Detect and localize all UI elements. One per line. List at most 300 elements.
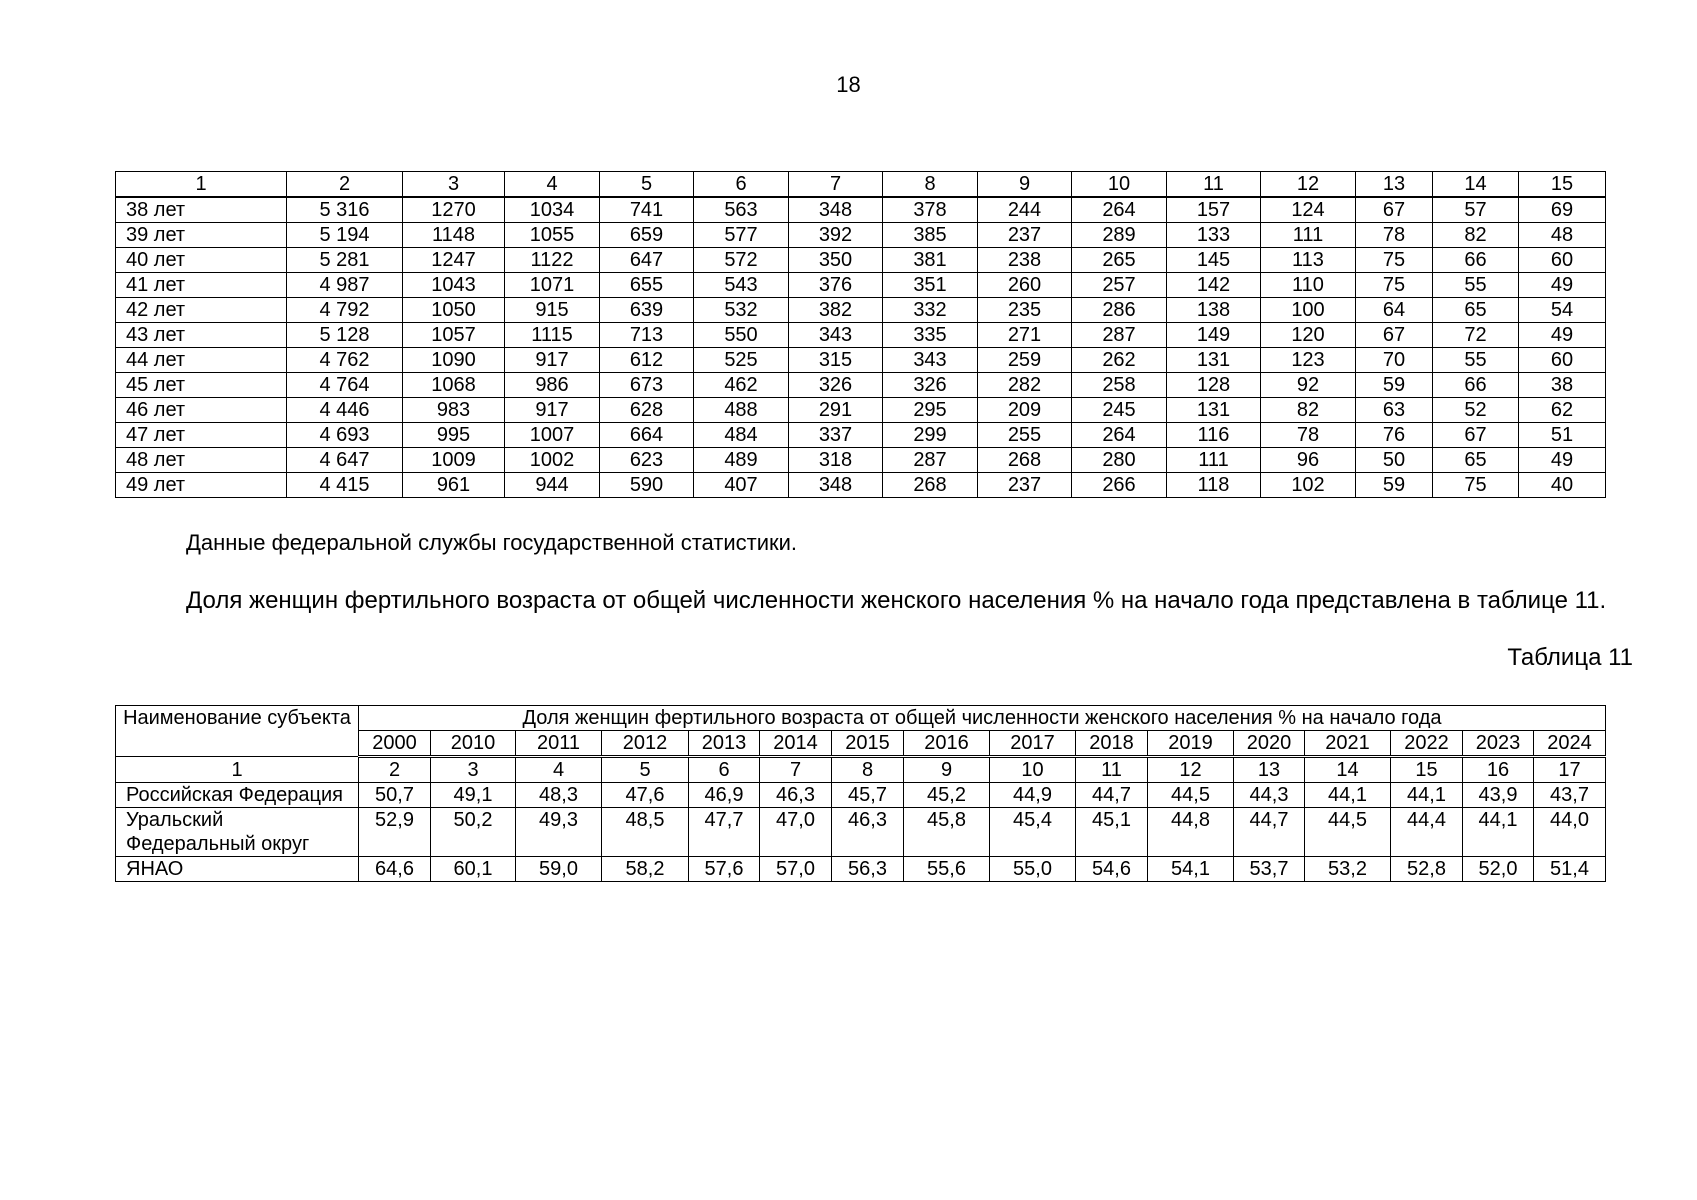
fertile-age-share-table [115, 705, 1606, 882]
column-number-cell: 2 [287, 172, 403, 198]
column-number-cell: 15 [1519, 172, 1606, 198]
age-cell: 39 лет [116, 223, 287, 248]
value-cell: 133 [1167, 223, 1261, 248]
value-cell: 1057 [403, 323, 505, 348]
value-cell: 46,9 [689, 783, 760, 808]
value-cell: 48,5 [602, 808, 689, 857]
value-cell: 92 [1261, 373, 1356, 398]
year-cell: 2024 [1534, 731, 1606, 757]
value-cell: 70 [1356, 348, 1433, 373]
value-cell: 51 [1519, 423, 1606, 448]
value-cell: 44,9 [990, 783, 1076, 808]
value-cell: 57 [1433, 197, 1519, 223]
value-cell: 265 [1072, 248, 1167, 273]
table-row [116, 473, 1606, 498]
value-cell: 111 [1261, 223, 1356, 248]
value-cell: 131 [1167, 348, 1261, 373]
value-cell: 124 [1261, 197, 1356, 223]
value-cell: 43,9 [1463, 783, 1534, 808]
value-cell: 4 415 [287, 473, 403, 498]
value-cell: 64,6 [359, 857, 431, 882]
year-cell: 2022 [1391, 731, 1463, 757]
value-cell: 44,5 [1305, 808, 1391, 857]
value-cell: 4 693 [287, 423, 403, 448]
age-cell: 44 лет [116, 348, 287, 373]
value-cell: 1148 [403, 223, 505, 248]
value-cell: 50 [1356, 448, 1433, 473]
table-row [116, 857, 1606, 882]
column-number-cell: 8 [883, 172, 978, 198]
value-cell: 1090 [403, 348, 505, 373]
year-cell: 2014 [760, 731, 832, 757]
value-cell: 255 [978, 423, 1072, 448]
value-cell: 315 [789, 348, 883, 373]
value-cell: 623 [600, 448, 694, 473]
value-cell: 257 [1072, 273, 1167, 298]
year-cell: 2019 [1148, 731, 1234, 757]
value-cell: 57,6 [689, 857, 760, 882]
value-cell: 350 [789, 248, 883, 273]
year-cell: 2010 [431, 731, 516, 757]
age-cell: 45 лет [116, 373, 287, 398]
value-cell: 532 [694, 298, 789, 323]
value-cell: 67 [1356, 323, 1433, 348]
value-cell: 4 792 [287, 298, 403, 323]
value-cell: 45,8 [904, 808, 990, 857]
value-cell: 673 [600, 373, 694, 398]
value-cell: 647 [600, 248, 694, 273]
value-cell: 49,1 [431, 783, 516, 808]
value-cell: 62 [1519, 398, 1606, 423]
value-cell: 45,2 [904, 783, 990, 808]
value-cell: 260 [978, 273, 1072, 298]
value-cell: 259 [978, 348, 1072, 373]
value-cell: 44,7 [1234, 808, 1305, 857]
age-cell: 47 лет [116, 423, 287, 448]
value-cell: 102 [1261, 473, 1356, 498]
value-cell: 238 [978, 248, 1072, 273]
table-row [116, 373, 1606, 398]
value-cell: 235 [978, 298, 1072, 323]
value-cell: 66 [1433, 248, 1519, 273]
table-row [116, 398, 1606, 423]
value-cell: 4 762 [287, 348, 403, 373]
column-number-cell: 7 [789, 172, 883, 198]
table-row [116, 223, 1606, 248]
value-cell: 67 [1433, 423, 1519, 448]
value-cell: 110 [1261, 273, 1356, 298]
value-cell: 64 [1356, 298, 1433, 323]
value-cell: 49 [1519, 323, 1606, 348]
value-cell: 639 [600, 298, 694, 323]
value-cell: 489 [694, 448, 789, 473]
value-cell: 1007 [505, 423, 600, 448]
value-cell: 65 [1433, 298, 1519, 323]
value-cell: 44,1 [1391, 783, 1463, 808]
table-caption: Таблица 11 [1507, 644, 1633, 671]
value-cell: 51,4 [1534, 857, 1606, 882]
subject-header: Наименование субъекта [116, 706, 359, 757]
value-cell: 49,3 [516, 808, 602, 857]
value-cell: 543 [694, 273, 789, 298]
age-cell: 46 лет [116, 398, 287, 423]
value-cell: 983 [403, 398, 505, 423]
age-cell: 48 лет [116, 448, 287, 473]
age-cell: 42 лет [116, 298, 287, 323]
value-cell: 237 [978, 473, 1072, 498]
column-number-cell: 3 [431, 757, 516, 783]
age-distribution-table [115, 171, 1606, 498]
column-number-cell: 6 [694, 172, 789, 198]
source-note: Данные федеральной службы государственной статистики. [186, 530, 798, 555]
value-cell: 60 [1519, 348, 1606, 373]
value-cell: 75 [1356, 273, 1433, 298]
value-cell: 572 [694, 248, 789, 273]
year-cell: 2023 [1463, 731, 1534, 757]
value-cell: 961 [403, 473, 505, 498]
value-cell: 286 [1072, 298, 1167, 323]
value-cell: 4 987 [287, 273, 403, 298]
value-cell: 351 [883, 273, 978, 298]
value-cell: 264 [1072, 423, 1167, 448]
value-cell: 713 [600, 323, 694, 348]
value-cell: 44,3 [1234, 783, 1305, 808]
value-cell: 58,2 [602, 857, 689, 882]
value-cell: 1034 [505, 197, 600, 223]
value-cell: 5 316 [287, 197, 403, 223]
value-cell: 54 [1519, 298, 1606, 323]
value-cell: 664 [600, 423, 694, 448]
value-cell: 45,7 [832, 783, 904, 808]
value-cell: 577 [694, 223, 789, 248]
value-cell: 52,0 [1463, 857, 1534, 882]
table-row [116, 323, 1606, 348]
value-cell: 915 [505, 298, 600, 323]
value-cell: 244 [978, 197, 1072, 223]
value-cell: 96 [1261, 448, 1356, 473]
value-cell: 488 [694, 398, 789, 423]
column-number-cell: 11 [1167, 172, 1261, 198]
value-cell: 63 [1356, 398, 1433, 423]
value-cell: 1068 [403, 373, 505, 398]
value-cell: 59,0 [516, 857, 602, 882]
table-row [116, 423, 1606, 448]
value-cell: 59 [1356, 473, 1433, 498]
group-header-row [116, 706, 1606, 731]
value-cell: 348 [789, 197, 883, 223]
column-number-cell: 4 [505, 172, 600, 198]
value-cell: 59 [1356, 373, 1433, 398]
value-cell: 142 [1167, 273, 1261, 298]
value-cell: 118 [1167, 473, 1261, 498]
year-cell: 2000 [359, 731, 431, 757]
table-row [116, 273, 1606, 298]
column-numbers-row [116, 757, 1606, 783]
value-cell: 128 [1167, 373, 1261, 398]
value-cell: 381 [883, 248, 978, 273]
age-cell: 38 лет [116, 197, 287, 223]
value-cell: 287 [1072, 323, 1167, 348]
value-cell: 392 [789, 223, 883, 248]
value-cell: 100 [1261, 298, 1356, 323]
value-cell: 326 [883, 373, 978, 398]
table-row [116, 783, 1606, 808]
year-cell: 2021 [1305, 731, 1391, 757]
value-cell: 335 [883, 323, 978, 348]
page-number: 18 [836, 72, 861, 97]
year-cell: 2015 [832, 731, 904, 757]
value-cell: 1122 [505, 248, 600, 273]
value-cell: 78 [1356, 223, 1433, 248]
value-cell: 82 [1261, 398, 1356, 423]
value-cell: 69 [1519, 197, 1606, 223]
value-cell: 289 [1072, 223, 1167, 248]
column-number-cell: 9 [978, 172, 1072, 198]
value-cell: 484 [694, 423, 789, 448]
value-cell: 295 [883, 398, 978, 423]
value-cell: 986 [505, 373, 600, 398]
table-row [116, 298, 1606, 323]
subject-name-cell: Российская Федерация [116, 783, 359, 808]
age-cell: 43 лет [116, 323, 287, 348]
column-number-cell: 7 [760, 757, 832, 783]
value-cell: 995 [403, 423, 505, 448]
value-cell: 944 [505, 473, 600, 498]
value-cell: 5 281 [287, 248, 403, 273]
year-cell: 2013 [689, 731, 760, 757]
value-cell: 287 [883, 448, 978, 473]
column-number-cell: 1 [116, 757, 359, 783]
value-cell: 917 [505, 398, 600, 423]
value-cell: 280 [1072, 448, 1167, 473]
value-cell: 659 [600, 223, 694, 248]
value-cell: 337 [789, 423, 883, 448]
value-cell: 46,3 [760, 783, 832, 808]
value-cell: 655 [600, 273, 694, 298]
value-cell: 54,1 [1148, 857, 1234, 882]
value-cell: 550 [694, 323, 789, 348]
value-cell: 113 [1261, 248, 1356, 273]
body-paragraph: Доля женщин фертильного возраста от общей численности женского населения % на начало года представлена в таблице 11. [186, 587, 1607, 614]
column-number-cell: 6 [689, 757, 760, 783]
value-cell: 38 [1519, 373, 1606, 398]
value-cell: 4 764 [287, 373, 403, 398]
value-cell: 49 [1519, 448, 1606, 473]
year-cell: 2020 [1234, 731, 1305, 757]
value-cell: 44,8 [1148, 808, 1234, 857]
value-cell: 1071 [505, 273, 600, 298]
value-cell: 378 [883, 197, 978, 223]
value-cell: 264 [1072, 197, 1167, 223]
value-cell: 60 [1519, 248, 1606, 273]
year-cell: 2011 [516, 731, 602, 757]
value-cell: 1270 [403, 197, 505, 223]
value-cell: 44,4 [1391, 808, 1463, 857]
value-cell: 590 [600, 473, 694, 498]
value-cell: 145 [1167, 248, 1261, 273]
value-cell: 299 [883, 423, 978, 448]
value-cell: 131 [1167, 398, 1261, 423]
column-number-cell: 14 [1305, 757, 1391, 783]
value-cell: 1002 [505, 448, 600, 473]
value-cell: 57,0 [760, 857, 832, 882]
value-cell: 138 [1167, 298, 1261, 323]
value-cell: 54,6 [1076, 857, 1148, 882]
column-number-cell: 13 [1356, 172, 1433, 198]
column-number-cell: 16 [1463, 757, 1534, 783]
value-cell: 262 [1072, 348, 1167, 373]
value-cell: 45,4 [990, 808, 1076, 857]
value-cell: 385 [883, 223, 978, 248]
value-cell: 318 [789, 448, 883, 473]
age-cell: 41 лет [116, 273, 287, 298]
value-cell: 44,1 [1463, 808, 1534, 857]
value-cell: 282 [978, 373, 1072, 398]
value-cell: 48,3 [516, 783, 602, 808]
value-cell: 44,7 [1076, 783, 1148, 808]
value-cell: 120 [1261, 323, 1356, 348]
subject-name-cell: ЯНАО [116, 857, 359, 882]
value-cell: 82 [1433, 223, 1519, 248]
value-cell: 52,8 [1391, 857, 1463, 882]
value-cell: 258 [1072, 373, 1167, 398]
value-cell: 75 [1356, 248, 1433, 273]
value-cell: 60,1 [431, 857, 516, 882]
column-number-cell: 10 [1072, 172, 1167, 198]
column-number-cell: 4 [516, 757, 602, 783]
value-cell: 149 [1167, 323, 1261, 348]
value-cell: 291 [789, 398, 883, 423]
value-cell: 612 [600, 348, 694, 373]
table-row [116, 248, 1606, 273]
value-cell: 65 [1433, 448, 1519, 473]
column-number-cell: 13 [1234, 757, 1305, 783]
value-cell: 157 [1167, 197, 1261, 223]
group-header: Доля женщин фертильного возраста от общей численности женского населения % на начало года [359, 706, 1606, 731]
column-number-cell: 15 [1391, 757, 1463, 783]
year-cell: 2018 [1076, 731, 1148, 757]
column-number-cell: 12 [1148, 757, 1234, 783]
value-cell: 55 [1433, 348, 1519, 373]
value-cell: 376 [789, 273, 883, 298]
value-cell: 50,7 [359, 783, 431, 808]
value-cell: 75 [1433, 473, 1519, 498]
column-number-cell: 17 [1534, 757, 1606, 783]
table-header-row [116, 172, 1606, 198]
value-cell: 563 [694, 197, 789, 223]
value-cell: 116 [1167, 423, 1261, 448]
value-cell: 1009 [403, 448, 505, 473]
value-cell: 44,0 [1534, 808, 1606, 857]
value-cell: 52 [1433, 398, 1519, 423]
age-cell: 49 лет [116, 473, 287, 498]
value-cell: 43,7 [1534, 783, 1606, 808]
value-cell: 45,1 [1076, 808, 1148, 857]
table-row [116, 348, 1606, 373]
value-cell: 47,0 [760, 808, 832, 857]
value-cell: 76 [1356, 423, 1433, 448]
value-cell: 78 [1261, 423, 1356, 448]
value-cell: 741 [600, 197, 694, 223]
value-cell: 407 [694, 473, 789, 498]
value-cell: 1115 [505, 323, 600, 348]
value-cell: 266 [1072, 473, 1167, 498]
value-cell: 382 [789, 298, 883, 323]
table-row [116, 197, 1606, 223]
column-number-cell: 9 [904, 757, 990, 783]
column-number-cell: 2 [359, 757, 431, 783]
table-row [116, 448, 1606, 473]
value-cell: 46,3 [832, 808, 904, 857]
value-cell: 343 [883, 348, 978, 373]
year-cell: 2016 [904, 731, 990, 757]
value-cell: 332 [883, 298, 978, 323]
value-cell: 268 [883, 473, 978, 498]
value-cell: 53,2 [1305, 857, 1391, 882]
value-cell: 237 [978, 223, 1072, 248]
table-row [116, 808, 1606, 857]
column-number-cell: 3 [403, 172, 505, 198]
subject-name-cell: Уральский Федеральный округ [116, 808, 359, 857]
value-cell: 1055 [505, 223, 600, 248]
value-cell: 55,0 [990, 857, 1076, 882]
year-cell: 2017 [990, 731, 1076, 757]
value-cell: 628 [600, 398, 694, 423]
value-cell: 343 [789, 323, 883, 348]
value-cell: 55,6 [904, 857, 990, 882]
value-cell: 5 128 [287, 323, 403, 348]
year-cell: 2012 [602, 731, 689, 757]
column-number-cell: 5 [600, 172, 694, 198]
value-cell: 917 [505, 348, 600, 373]
value-cell: 47,7 [689, 808, 760, 857]
value-cell: 55 [1433, 273, 1519, 298]
value-cell: 525 [694, 348, 789, 373]
value-cell: 209 [978, 398, 1072, 423]
value-cell: 44,1 [1305, 783, 1391, 808]
value-cell: 1043 [403, 273, 505, 298]
column-number-cell: 5 [602, 757, 689, 783]
value-cell: 4 446 [287, 398, 403, 423]
value-cell: 50,2 [431, 808, 516, 857]
value-cell: 245 [1072, 398, 1167, 423]
value-cell: 5 194 [287, 223, 403, 248]
value-cell: 72 [1433, 323, 1519, 348]
value-cell: 49 [1519, 273, 1606, 298]
value-cell: 4 647 [287, 448, 403, 473]
value-cell: 348 [789, 473, 883, 498]
value-cell: 67 [1356, 197, 1433, 223]
value-cell: 48 [1519, 223, 1606, 248]
value-cell: 111 [1167, 448, 1261, 473]
value-cell: 268 [978, 448, 1072, 473]
value-cell: 56,3 [832, 857, 904, 882]
value-cell: 123 [1261, 348, 1356, 373]
value-cell: 1247 [403, 248, 505, 273]
value-cell: 1050 [403, 298, 505, 323]
column-number-cell: 10 [990, 757, 1076, 783]
value-cell: 66 [1433, 373, 1519, 398]
value-cell: 52,9 [359, 808, 431, 857]
value-cell: 271 [978, 323, 1072, 348]
value-cell: 44,5 [1148, 783, 1234, 808]
column-number-cell: 12 [1261, 172, 1356, 198]
age-cell: 40 лет [116, 248, 287, 273]
value-cell: 47,6 [602, 783, 689, 808]
value-cell: 326 [789, 373, 883, 398]
column-number-cell: 14 [1433, 172, 1519, 198]
column-number-cell: 8 [832, 757, 904, 783]
